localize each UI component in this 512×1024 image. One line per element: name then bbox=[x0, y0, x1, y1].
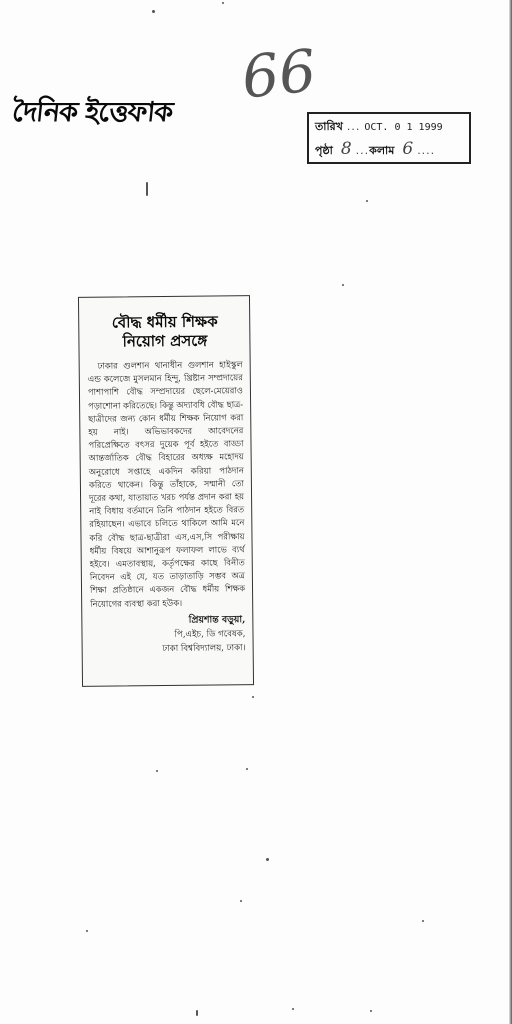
scan-speck bbox=[252, 696, 254, 698]
scan-speck bbox=[156, 770, 158, 772]
stamp-date-value: OCT. 0 1 1999 bbox=[364, 122, 443, 133]
stamp-column-label: কলাম bbox=[369, 144, 395, 157]
stamp-page-value: 8 bbox=[340, 139, 352, 159]
stamp-date-label: তারিখ bbox=[315, 120, 343, 133]
stamp-dots: .... bbox=[417, 144, 436, 157]
clipping-title-line-2: নিয়োগ প্রসঙ্গে bbox=[122, 331, 208, 351]
signature-title: পি,এইচ, ডি গবেষক, bbox=[174, 629, 246, 640]
clipping-body: ঢাকার গুলশান থানাধীন গুলশান হাইস্কুল এন্ড কলেজে মুসলমান হিন্দু, খ্রিষ্টান সম্প্রদায়ের পাশাপাশি বৌদ্ধ সম্প্রদায়ের ছেলে-মেয়েরাও পড়াশোনা করিতেছে। কিন্তু অদ্যাবধি বৌদ্ধ ছাত্র-ছাত্রীদের জন্য কোন ধর্মীয় শিক্ষক নিয়োগ করা হয় নাই। অভিভাবকদের আবেদনের পরিপ্রেক্ষিতে বৎসর দুয়েক পূর্ব হইতে বাড্ডা আন্তর্জাতিক বৌদ্ধ বিহারের অধ্যক্ষ মহোদয় অনুরোধে সপ্তাহে একদিন করিয়া পাঠদান করিতে থাকেন। কিন্তু তাঁহাকে, সম্মানী তো দূরের কথা, যাতায়াত খরচ পর্যন্ত প্রদান করা হয় নাই বিধায় বর্তমানে তিনি পাঠদান হইতে বিরত রহিয়াছেন। এভাবে চলিতে থাকিলে আমি মনে করি বৌদ্ধ ছাত্র-ছাত্রীরা এস,এস,সি পরীক্ষায় ধর্মীয় বিষয়ে আশানুরূপ ফলাফল লাভে ব্যর্থ হইবে। এমতাবস্থায়, কর্তৃপক্ষের কাছে বিনীত নিবেদন এই যে, যত তাড়াতাড়ি সম্ভব অত্র শিক্ষা প্রতিষ্ঠানে একজন বৌদ্ধ ধর্মীয় শিক্ষক নিয়োগের ব্যবস্থা করা হউক। bbox=[87, 359, 246, 609]
clipping-signature bbox=[90, 613, 245, 657]
stamp-dots: ... bbox=[346, 120, 361, 133]
handwritten-page-number: 66 bbox=[238, 36, 320, 112]
stamp-column-value: 6 bbox=[402, 139, 414, 159]
scan-speck bbox=[370, 1010, 372, 1012]
stamp-date-row bbox=[315, 118, 463, 139]
scan-speck bbox=[152, 10, 155, 13]
archive-stamp bbox=[307, 112, 471, 164]
signature-affiliation: ঢাকা বিশ্ববিদ্যালয়, ঢাকা। bbox=[162, 643, 246, 654]
clipping-title-line-1: বৌদ্ধ ধর্মীয় শিক্ষক bbox=[111, 312, 218, 332]
clipping-title bbox=[87, 312, 242, 352]
stamp-page-label: পৃষ্ঠা bbox=[315, 144, 333, 157]
newspaper-masthead: দৈনিক ইত্তেফাক bbox=[10, 97, 174, 128]
signature-name: প্রিয়শান্ত বড়ুয়া, bbox=[188, 614, 246, 626]
scan-speck bbox=[240, 900, 242, 902]
newspaper-clipping bbox=[78, 295, 254, 687]
scan-speck bbox=[246, 768, 248, 770]
scan-speck bbox=[266, 858, 269, 861]
stamp-dots: ... bbox=[355, 144, 370, 157]
scan-speck bbox=[366, 200, 368, 202]
scan-speck bbox=[222, 2, 224, 4]
scan-speck bbox=[342, 284, 344, 286]
scan-speck bbox=[86, 930, 88, 932]
scan-speck bbox=[422, 920, 424, 922]
scan-speck bbox=[146, 182, 148, 196]
stamp-page-row bbox=[315, 139, 463, 160]
scan-speck bbox=[292, 1008, 294, 1010]
scan-speck bbox=[196, 1010, 198, 1016]
